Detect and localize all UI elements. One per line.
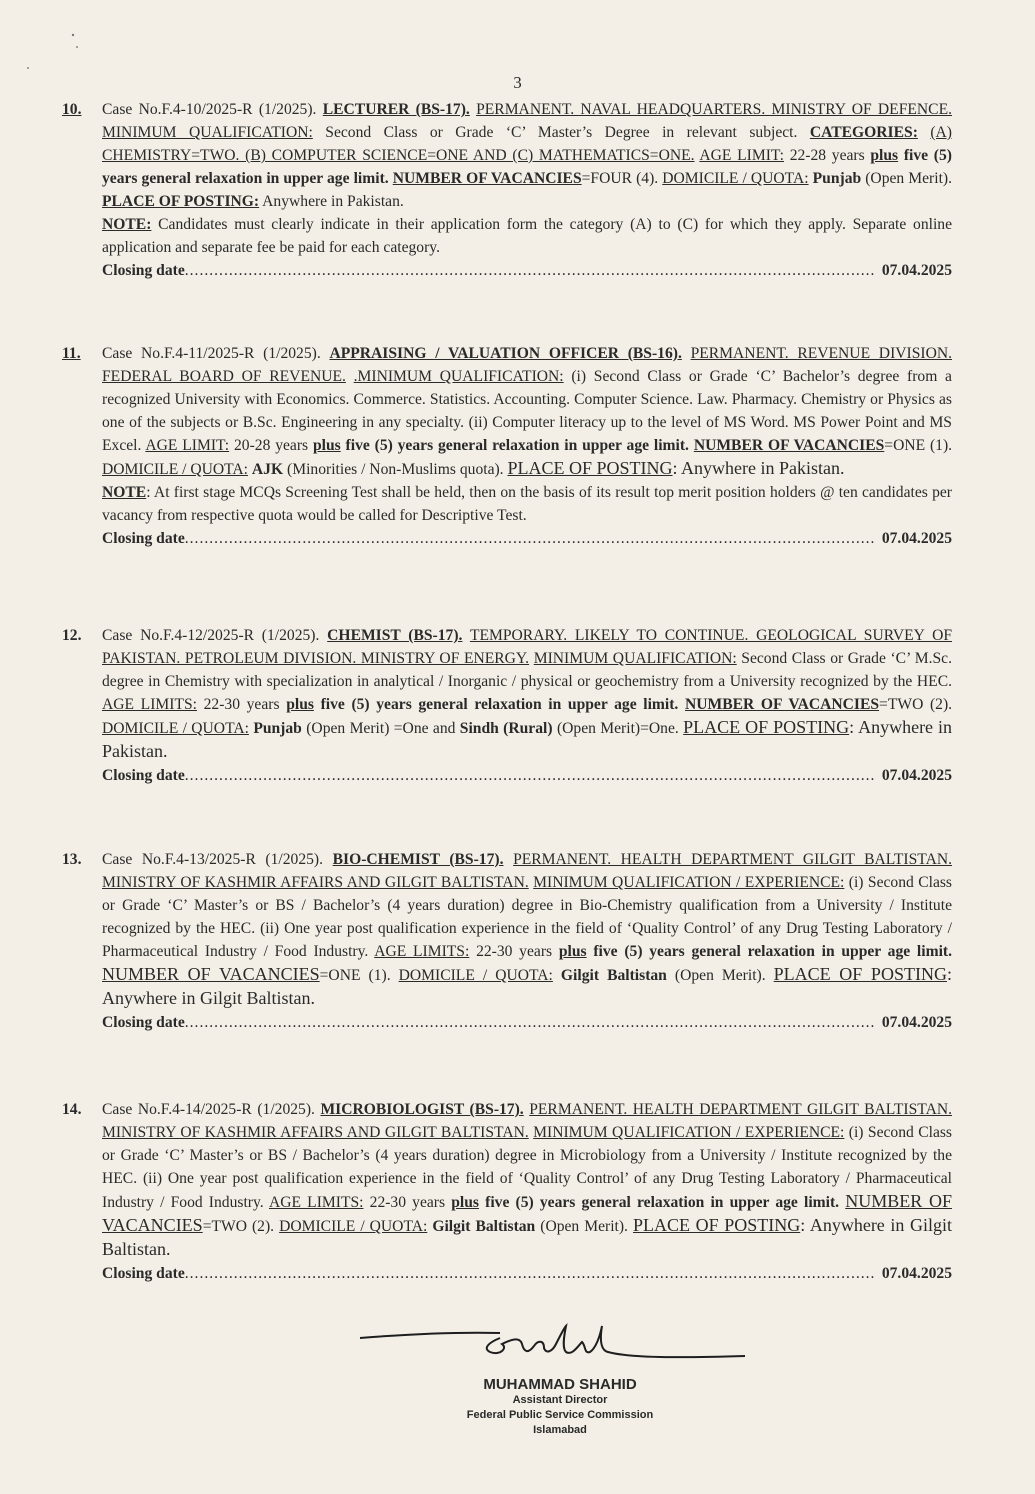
plus-word: plus bbox=[558, 943, 587, 960]
leader-dots bbox=[185, 527, 876, 550]
entry-number: 10. bbox=[62, 101, 82, 118]
categories: (A) CHEMISTRY=TWO. (B) COMPUTER SCIENCE=ONE AND (C) MATHEMATICS=ONE. bbox=[102, 124, 952, 164]
min-qualification: (i) Second Class or Grade ‘C’ Bachelor’s degree from a recognized University with Economics. Commerce. Statistics. Accounting. Computer Science. Law. Pharmacy. Chemistry or Physics as one of the subjects or B.Sc. Engineering in any specialty. (ii) Computer literacy up to the level of MS Word. MS Power Point and MS Excel. bbox=[102, 368, 952, 454]
vacancies: =ONE (1). bbox=[319, 967, 391, 984]
entry-body bbox=[102, 1098, 952, 1285]
post-details: PERMANENT. HEALTH DEPARTMENT GILGIT BALTISTAN. MINISTRY OF KASHMIR AFFAIRS AND GILGIT BALTISTAN. bbox=[102, 1101, 952, 1141]
plus-word: plus bbox=[312, 437, 341, 454]
posting: : Anywhere in Gilgit Baltistan. bbox=[102, 964, 952, 1008]
age-limit: 22-30 years bbox=[203, 696, 280, 713]
entry-body bbox=[102, 848, 952, 1034]
closing-line bbox=[102, 1262, 952, 1285]
case-number: Case No.F.4-11/2025-R (1/2025). bbox=[102, 345, 321, 362]
min-qualification: Second Class or Grade ‘C’ M.Sc. degree in Chemistry with specialization in analytical / Inorganic / physical or geochemistry from a University recognized by the HEC. bbox=[102, 650, 952, 690]
closing-label: Closing date bbox=[102, 1014, 185, 1031]
posting: : Anywhere in Pakistan. bbox=[102, 717, 953, 761]
entry-body bbox=[102, 98, 952, 282]
leader-dots bbox=[185, 1262, 876, 1285]
page-number: 3 bbox=[513, 73, 522, 92]
entry-13 bbox=[62, 848, 952, 1034]
closing-date: 07.04.2025 bbox=[881, 1265, 952, 1282]
domicile-label: DOMICILE / QUOTA: bbox=[102, 461, 249, 478]
age-limit-label: AGE LIMITS: bbox=[102, 696, 197, 713]
domicile-region: Gilgit Baltistan bbox=[432, 1218, 536, 1235]
domicile-quota: (Open Merit). bbox=[674, 967, 766, 984]
vacancies-label: NUMBER OF VACANCIES bbox=[392, 170, 582, 187]
domicile-region: AJK bbox=[251, 461, 284, 478]
domicile-label: DOMICILE / QUOTA: bbox=[279, 1218, 428, 1235]
signatory-organization: Federal Public Service Commission bbox=[466, 1409, 654, 1421]
vacancies: =FOUR (4). bbox=[581, 170, 659, 187]
signatory-title: Assistant Director bbox=[512, 1394, 608, 1406]
post-details: PERMANENT. NAVAL HEADQUARTERS. MINISTRY OF DEFENCE. bbox=[476, 101, 952, 118]
entry-10 bbox=[62, 98, 952, 282]
post-title: CHEMIST (BS-17). bbox=[327, 627, 463, 644]
vacancies: =TWO (2). bbox=[879, 696, 953, 713]
min-qualification: (i) Second Class or Grade ‘C’ Master’s or BS / Bachelor’s (4 years duration) degree in Bio-Chemistry qualification from a University / Institute recognized by the HEC. (ii) One year post qualification experience in the field of ‘Quality Control’ of any Drug Testing Laboratory / Pharmaceutical Industry / Food Industry. bbox=[102, 874, 952, 960]
min-qualification-label: MINIMUM QUALIFICATION: bbox=[102, 124, 313, 141]
posting-label: PLACE OF POSTING bbox=[632, 1215, 801, 1235]
age-limit: 22-28 years bbox=[789, 147, 865, 164]
entry-number: 13. bbox=[62, 851, 82, 868]
age-relaxation: five (5) years general relaxation in upper age limit. bbox=[102, 147, 952, 187]
post-details: PERMANENT. REVENUE DIVISION. FEDERAL BOARD OF REVENUE. bbox=[102, 345, 952, 385]
note-label: NOTE: bbox=[102, 216, 152, 233]
closing-date: 07.04.2025 bbox=[881, 767, 952, 784]
age-limit-label: AGE LIMITS: bbox=[374, 943, 470, 960]
domicile-region: Punjab bbox=[812, 170, 862, 187]
entry-body bbox=[102, 624, 952, 787]
min-qualification-label: MINIMUM QUALIFICATION / EXPERIENCE: bbox=[533, 874, 845, 891]
closing-label: Closing date bbox=[102, 767, 185, 784]
age-limit-label: AGE LIMIT: bbox=[699, 147, 784, 164]
posting-label: PLACE OF POSTING bbox=[683, 717, 850, 737]
case-number: Case No.F.4-10/2025-R (1/2025). bbox=[102, 101, 317, 118]
min-qualification-label: .MINIMUM QUALIFICATION: bbox=[353, 368, 564, 385]
plus-word: plus bbox=[286, 696, 314, 713]
min-qualification: (i) Second Class or Grade ‘C’ Master’s or BS / Bachelor’s (4 years duration) degree in Microbiology from a University / Institute recognized by the HEC. (ii) One year post qualification experience in the field of ‘Quality Control’ of any Drug Testing Laboratory / Pharmaceutical Industry / Food Industry. bbox=[102, 1124, 952, 1211]
post-details: PERMANENT. HEALTH DEPARTMENT GILGIT BALTISTAN. MINISTRY OF KASHMIR AFFAIRS AND GILGIT BALTISTAN. bbox=[102, 851, 952, 891]
post-title: BIO-CHEMIST (BS-17). bbox=[332, 851, 504, 868]
entry-14 bbox=[62, 1098, 952, 1285]
plus-word: plus bbox=[451, 1194, 479, 1211]
case-number: Case No.F.4-12/2025-R (1/2025). bbox=[102, 627, 320, 644]
handwritten-signature bbox=[350, 1318, 770, 1374]
closing-date: 07.04.2025 bbox=[881, 530, 952, 547]
signatory-name: MUHAMMAD SHAHID bbox=[483, 1376, 637, 1393]
domicile-label: DOMICILE / QUOTA: bbox=[398, 967, 553, 984]
age-limit: 22-30 years bbox=[476, 943, 553, 960]
signature-block bbox=[350, 1318, 770, 1438]
closing-line bbox=[102, 1011, 952, 1034]
leader-dots bbox=[185, 259, 876, 282]
post-details: TEMPORARY. LIKELY TO CONTINUE. GEOLOGICAL SURVEY OF PAKISTAN. PETROLEUM DIVISION. MINISTRY OF ENERGY. bbox=[102, 627, 953, 667]
domicile-quota: (Open Merit). bbox=[540, 1218, 628, 1235]
closing-line bbox=[102, 764, 952, 787]
domicile-quota-2: (Open Merit)=One. bbox=[556, 720, 679, 737]
age-relaxation: five (5) years general relaxation in upper age limit. bbox=[345, 437, 689, 454]
posting: : Anywhere in Pakistan. bbox=[672, 458, 845, 478]
note: : At first stage MCQs Screening Test shall be held, then on the basis of its result top merit position holders @ ten candidates per vacancy from respective quota would be called for Descriptive Test. bbox=[102, 484, 952, 524]
leader-dots bbox=[185, 764, 876, 787]
closing-date: 07.04.2025 bbox=[881, 1014, 952, 1031]
entry-body bbox=[102, 342, 952, 550]
age-relaxation: five (5) years general relaxation in upper age limit. bbox=[593, 943, 953, 960]
vacancies: =ONE (1). bbox=[884, 437, 953, 454]
post-title: MICROBIOLOGIST (BS-17). bbox=[320, 1101, 524, 1118]
vacancies-label: NUMBER OF VACANCIES bbox=[693, 437, 885, 454]
closing-date: 07.04.2025 bbox=[881, 262, 952, 279]
closing-label: Closing date bbox=[102, 1265, 185, 1282]
posting-label: PLACE OF POSTING bbox=[773, 964, 947, 984]
plus-word: plus bbox=[870, 147, 899, 164]
min-qualification: Second Class or Grade ‘C’ Master’s Degree in relevant subject. bbox=[325, 124, 798, 141]
vacancies-label: NUMBER OF VACANCIES bbox=[102, 1191, 953, 1235]
domicile-region: Gilgit Baltistan bbox=[560, 967, 667, 984]
posting: Anywhere in Pakistan. bbox=[262, 193, 404, 210]
closing-line bbox=[102, 259, 952, 282]
posting: : Anywhere in Gilgit Baltistan. bbox=[102, 1215, 953, 1259]
entry-12 bbox=[62, 624, 952, 787]
entry-number: 14. bbox=[62, 1101, 82, 1118]
note-label: NOTE bbox=[102, 484, 147, 501]
age-limit-label: AGE LIMIT: bbox=[145, 437, 230, 454]
domicile-region: Punjab bbox=[253, 720, 302, 737]
domicile-quota: (Open Merit) =One and bbox=[306, 720, 456, 737]
entry-11 bbox=[62, 342, 952, 550]
domicile-quota: (Open Merit). bbox=[865, 170, 952, 187]
closing-line bbox=[102, 527, 952, 550]
post-title: APPRAISING / VALUATION OFFICER (BS-16). bbox=[329, 345, 682, 362]
age-limit-label: AGE LIMITS: bbox=[268, 1194, 364, 1211]
note: Candidates must clearly indicate in their application form the category (A) to (C) for which they apply. Separate online application and separate fee be paid for each category. bbox=[102, 216, 952, 256]
age-limit: 22-30 years bbox=[369, 1194, 446, 1211]
min-qualification-label: MINIMUM QUALIFICATION: bbox=[533, 650, 737, 667]
leader-dots bbox=[185, 1011, 876, 1034]
post-title: LECTURER (BS-17). bbox=[322, 101, 470, 118]
domicile-quota: (Minorities / Non-Muslims quota). bbox=[287, 461, 504, 478]
domicile-label: DOMICILE / QUOTA: bbox=[102, 720, 249, 737]
age-relaxation: five (5) years general relaxation in upper age limit. bbox=[320, 696, 679, 713]
min-qualification-label: MINIMUM QUALIFICATION / EXPERIENCE: bbox=[533, 1124, 845, 1141]
closing-label: Closing date bbox=[102, 530, 185, 547]
entry-number: 12. bbox=[62, 627, 82, 644]
case-number: Case No.F.4-14/2025-R (1/2025). bbox=[102, 1101, 315, 1118]
age-limit: 20-28 years bbox=[233, 437, 309, 454]
signatory-city: Islamabad bbox=[533, 1424, 587, 1436]
posting-label: PLACE OF POSTING bbox=[507, 458, 673, 478]
vacancies: =TWO (2). bbox=[202, 1218, 275, 1235]
entry-number: 11. bbox=[62, 345, 81, 362]
domicile-region-2: Sindh (Rural) bbox=[459, 720, 553, 737]
case-number: Case No.F.4-13/2025-R (1/2025). bbox=[102, 851, 324, 868]
categories-label: CATEGORIES: bbox=[809, 124, 918, 141]
closing-label: Closing date bbox=[102, 262, 185, 279]
posting-label: PLACE OF POSTING: bbox=[102, 193, 260, 210]
vacancies-label: NUMBER OF VACANCIES bbox=[684, 696, 880, 713]
domicile-label: DOMICILE / QUOTA: bbox=[662, 170, 809, 187]
vacancies-label: NUMBER OF VACANCIES bbox=[102, 964, 320, 984]
age-relaxation: five (5) years general relaxation in upper age limit. bbox=[485, 1194, 840, 1211]
